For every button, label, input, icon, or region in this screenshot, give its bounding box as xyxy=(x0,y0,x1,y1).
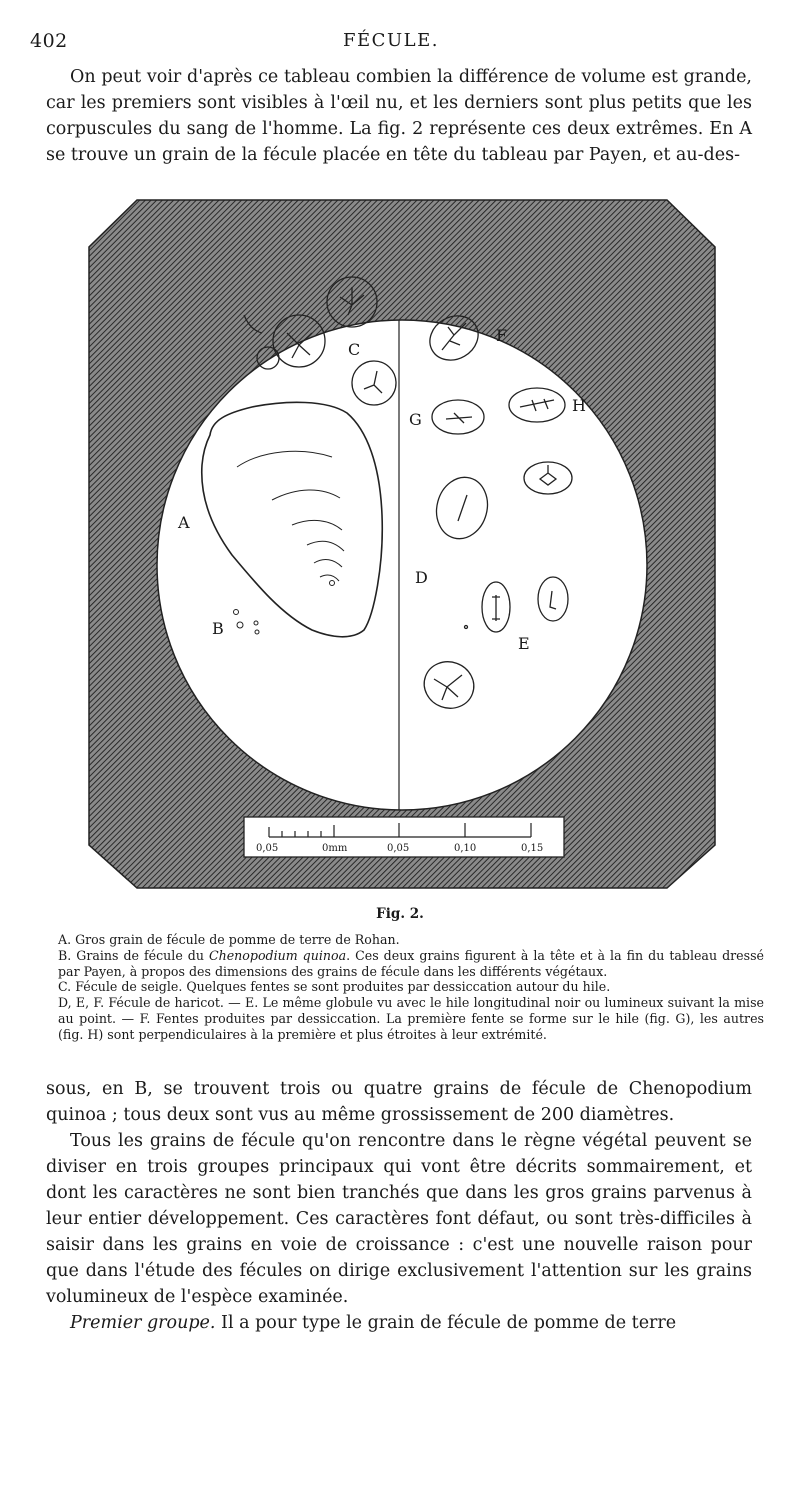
microscope-figure xyxy=(82,195,722,893)
scale-label-3: 0,05 xyxy=(387,843,410,854)
page-header xyxy=(30,30,752,56)
scale-label-2: 0mm xyxy=(322,843,348,854)
first-group-text: Il a pour type le grain de fécule de pomme de terre xyxy=(215,1313,677,1333)
figure-caption: Fig. 2. xyxy=(376,906,424,922)
label-c: C xyxy=(348,340,361,359)
page-number: 402 xyxy=(30,30,68,52)
legend-item-b xyxy=(58,948,764,980)
label-d: D xyxy=(415,568,428,587)
continuation-paragraph: sous, en B, se trouvent trois ou quatre grains de fécule de Chenopodium quinoa ; tous deux sont vus au même grossissement de 200 diamètres. xyxy=(46,1079,752,1125)
figure-legend xyxy=(58,932,764,1043)
figure-drawing xyxy=(82,195,722,893)
groups-paragraph: Tous les grains de fécule qu'on rencontre dans le règne végétal peuvent se diviser en trois groupes principaux qui vont être décrits sommairement, et dont les caractères ne sont bien tranchés que dans les gros grains parvenus à leur entier développement. Ces caractères font défaut, ou sont très-difficiles à saisir dans les grains en voie de croissance : c'est une nouvelle raison pour que dans l'étude des fécules on dirige exclusivement l'attention sur les grains volumineux de l'espèce examinée. xyxy=(46,1131,752,1307)
scale-label-5: 0,15 xyxy=(521,843,544,854)
legend-item-a: A. Gros grain de fécule de pomme de terre de Rohan. xyxy=(58,932,400,947)
scale-label-4: 0,10 xyxy=(454,843,477,854)
label-f: F xyxy=(496,326,508,345)
legend-b-suffix: . Ces deux grains figurent à la tête et à la fin du tableau dressé par Payen, à propos des dimensions des grains de fécule dans les différents végétaux. xyxy=(58,947,764,979)
running-head: FÉCULE. xyxy=(343,30,439,51)
label-b: B xyxy=(212,619,224,638)
legend-item-def: D, E, F. Fécule de haricot. — E. Le même globule vu avec le hile longitudinal noir ou lumineux suivant la mise au point. — F. Fentes produites par dessiccation. La première fente se forme sur le hile (fig. G), les autres (fig. H) sont perpendiculaires à la première et plus étroites à leur extrémité. xyxy=(58,995,764,1042)
legend-item-c: C. Fécule de seigle. Quelques fentes se sont produites par dessiccation autour du hile. xyxy=(58,979,611,995)
label-a: A xyxy=(178,513,190,532)
intro-paragraph: On peut voir d'après ce tableau combien la différence de volume est grande, car les premiers sont visibles à l'œil nu, et les derniers sont plus petits que les corpuscules du sang de l'homme. La fig. 2 représente ces deux extrêmes. En A se trouve un grain de la fécule placée en tête du tableau par Payen, et au-des- xyxy=(46,67,752,165)
scale-label-1: 0,05 xyxy=(256,843,279,854)
label-h: H xyxy=(572,396,586,415)
label-e: E xyxy=(518,634,530,653)
microscope-field xyxy=(157,320,647,810)
first-group-paragraph xyxy=(46,1310,752,1336)
first-group-title: Premier groupe. xyxy=(70,1313,216,1333)
scale-bar xyxy=(244,817,564,857)
legend-b-species: Chenopodium quinoa xyxy=(208,947,347,963)
label-g: G xyxy=(409,410,422,429)
legend-b-prefix: B. Grains de fécule du xyxy=(58,947,209,963)
